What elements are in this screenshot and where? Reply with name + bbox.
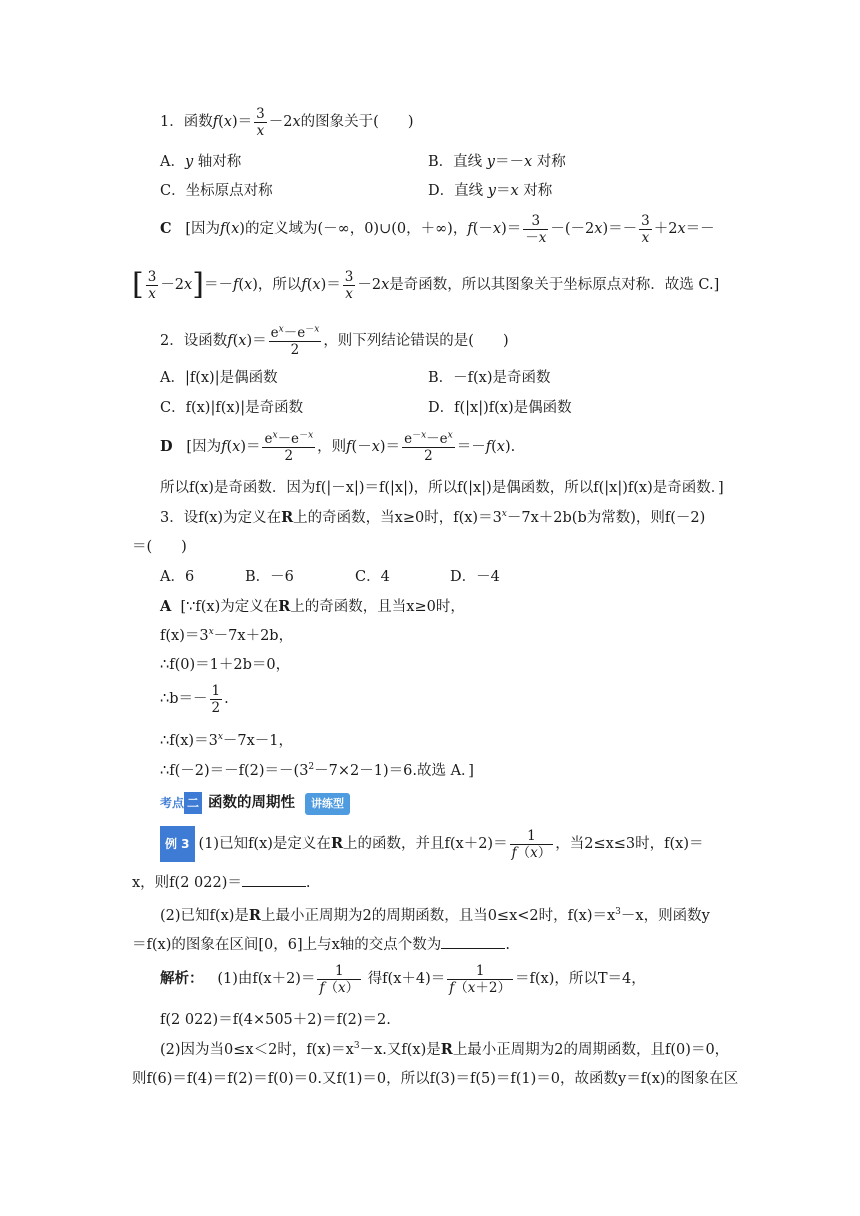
ex3-solution-line3: (2)因为当0≤x＜2时，$f(x)=x^3-x$.又f(x)是R上最小正周期为2的周期函数，且f(0)＝0， <box>160 1041 730 1058</box>
ex3-R-2: R <box>248 907 261 924</box>
ex3-part1-line2: x，则f(2 022)＝ . <box>132 875 311 891</box>
q3-answer-l2b: －7x＋2b， <box>213 628 294 644</box>
q1-answer-text-2: 的定义域为(－∞，0)∪(0，＋∞)， <box>244 221 468 237</box>
q2-option-c: C．f(x)|f(x)|是奇函数 <box>160 400 304 416</box>
q2-option-a: A．|f(x)|是偶函数 <box>160 370 278 386</box>
q1-stem: 1．函数f(x)＝ $\frac{3}{x}$ －2x的图象关于( ) <box>160 105 414 139</box>
answer-blank-1[interactable] <box>242 886 306 887</box>
q3-answer-line6: $\therefore f(-2)=-f(2)=-(3^2-7\times 2-1)=6$.故选 A．] <box>160 762 474 779</box>
section-title: 函数的周期性 <box>208 795 296 811</box>
q3-answer-l4: ∴b＝－ <box>160 691 208 707</box>
ex3-R-3: R <box>440 1041 453 1058</box>
q3-answer-l6b: －7×2－1)＝6.故选 A．] <box>314 763 474 779</box>
section-header <box>160 792 350 815</box>
q3-answer-line3: ∴f(0)＝1＋2b＝0， <box>160 657 291 673</box>
ex3-p1a: (1)已知f(x)是定义在 <box>198 836 331 852</box>
ex3-s1b: 得f(x＋4)＝ <box>367 971 446 987</box>
q2-answer-text-1: [因为 <box>186 439 222 455</box>
q3-answer-line1 <box>160 597 465 617</box>
q1-answer-line1: C [因为f(x)的定义域为(－∞，0)∪(0，＋∞)，f(－x)＝ $\frac{3}{-x}$ －(－2x)＝－ $\frac{3}{x}$ ＋2x＝－ <box>160 212 715 246</box>
q1-option-a-label: A． <box>160 154 185 170</box>
q3-answer-l5: ∴f(x)＝3 <box>160 733 218 749</box>
ex3-part2-line2: ＝f(x)的图象在区间[0，6]上与x轴的交点个数为 . <box>132 937 510 953</box>
q2-answer-line1: D [因为f(x)＝ $\frac{e^x-e^{-x}}{2}$ ，则f(－x)＝ $\frac{e^{-x}-e^x}{2}$ ＝－f(x). <box>160 430 516 464</box>
q3-stem-R: R <box>281 509 294 526</box>
section-kaodian: 考点 <box>160 796 185 810</box>
ex3-p2d: ＝f(x)的图象在区间[0，6]上与x轴的交点个数为 <box>132 937 442 953</box>
q3-answer-l1a: [∵f(x)为定义在 <box>180 599 279 615</box>
ex3-p2c: －x，则函数y <box>620 908 710 924</box>
q3-option-d: D．－4 <box>450 569 500 585</box>
ex3-p1d: x，则f(2 022)＝ <box>132 875 242 891</box>
solution-label: 解析： <box>160 971 204 987</box>
q3-answer-l5b: －7x－1， <box>222 733 294 749</box>
q1-stem-lead: 1．函数 <box>160 114 213 130</box>
q3-answer-R: R <box>278 598 291 615</box>
q1-option-b-label: B．直线 <box>428 154 483 170</box>
q3-option-a: A．6 <box>160 569 195 585</box>
example-tag: 例 3 <box>160 826 195 862</box>
q2-stem-lead: 2．设函数 <box>160 333 228 349</box>
q1-option-b-text: 对称 <box>536 154 566 170</box>
q1-answer-line2: [ $\frac{3}{x}$ －2x]＝－f(x)，所以f(x)＝ $\frac{3}{x}$ －2x是奇函数，所以其图象关于坐标原点对称．故选 C.] <box>132 267 720 302</box>
ex3-part2-line1: (2)已知f(x)是R上最小正周期为2的周期函数，且当0≤x<2时，$f(x)=x^3-x$，则函数y <box>160 907 710 924</box>
ex3-R-1: R <box>330 835 343 852</box>
q3-answer-l6: ∴f(－2)＝－f(2)＝－(3 <box>160 763 309 779</box>
ex3-part1-line1: 例 3 (1)已知f(x)是定义在R上的函数，并且f(x＋2)＝ $\frac{1}{f(x)}$ ，当2≤x≤3时，f(x)＝ <box>160 826 704 862</box>
ex3-s3a: (2)因为当0≤x＜2时，f(x)＝x <box>160 1042 354 1058</box>
q3-stem-line2: ＝( ) <box>132 539 187 555</box>
ex3-solution-line2: f(2 022)＝f(4×505＋2)＝f(2)＝2. <box>160 1012 391 1028</box>
q2-answer-line2: 所以f(x)是奇函数．因为f(|－x|)＝f(|x|)，所以f(|x|)是偶函数，所以f(|x|)f(x)是奇函数．] <box>160 480 724 496</box>
ex3-solution-line4: 则f(6)＝f(4)＝f(2)＝f(0)＝0.又f(1)＝0，所以f(3)＝f(5)＝f(1)＝0，故函数y＝f(x)的图象在区 <box>132 1071 739 1087</box>
q1-answer-text-4: 是奇函数，所以其图象关于坐标原点对称．故选 C.] <box>389 277 720 293</box>
q2-stem-tail: ，则下列结论错误的是( ) <box>323 333 509 349</box>
q3-option-b: B．－6 <box>245 569 294 585</box>
ex3-solution-line1: 解析： (1)由f(x＋2)＝ $\frac{1}{f(x)}$ 得f(x＋4)＝ $\frac{1}{f(x+2)}$ ＝f(x)，所以T＝4， <box>160 962 646 996</box>
q3-answer-l2: f(x)＝3 <box>160 628 209 644</box>
q3-answer-line2: $f(x)=3^x-7x+2b$， <box>160 627 294 644</box>
q1-answer-text-1: [因为 <box>185 221 221 237</box>
q2-answer-text-2: ，则 <box>317 439 347 455</box>
section-badge: 讲练型 <box>305 793 350 815</box>
q2-answer-letter: D <box>160 438 173 455</box>
q1-option-a: A．y 轴对称 <box>160 154 242 170</box>
answer-blank-2[interactable] <box>441 948 505 949</box>
q2-option-b: B．－f(x)是奇函数 <box>428 370 551 386</box>
ex3-s1c: ＝f(x)，所以T＝4， <box>515 971 646 987</box>
q3-stem-line1: 3．设f(x)为定义在R上的奇函数，当x≥0时，$f(x)=3^x-7x+2b(b$为常数)，则f(－2) <box>160 509 706 526</box>
q3-stem-1: 3．设f(x)为定义在 <box>160 510 282 526</box>
ex3-p2a: (2)已知f(x)是 <box>160 908 249 924</box>
q3-answer-line4: ∴b＝－ $\frac{1}{2}$ . <box>160 682 229 716</box>
q2-option-d: D．f(|x|)f(x)是偶函数 <box>428 400 572 416</box>
q1-option-d-label: D．直线 <box>428 183 484 199</box>
q3-answer-l1b: 上的奇函数，且当x≥0时， <box>290 599 465 615</box>
ex3-s3b: －x.又f(x)是 <box>359 1042 441 1058</box>
q3-stem-3: －7x＋2b(b为常数)，则f(－2) <box>506 510 706 526</box>
q1-answer-text-3: 所以 <box>272 277 302 293</box>
q3-stem-2: 上的奇函数，当x≥0时，f(x)＝3 <box>293 510 502 526</box>
q1-option-b: B．直线 y＝－x 对称 <box>428 154 566 170</box>
q1-option-d-text: 对称 <box>523 183 553 199</box>
q3-answer-letter: A <box>160 598 172 615</box>
ex3-p1b: 上的函数，并且f(x＋2)＝ <box>343 836 508 852</box>
q3-option-c: C．4 <box>355 569 390 585</box>
q1-answer-letter: C <box>160 220 172 237</box>
q1-stem-tail: 的图象关于( ) <box>300 114 414 130</box>
ex3-p1c: ，当2≤x≤3时，f(x)＝ <box>555 836 704 852</box>
q2-stem: 2．设函数f(x)＝ $\frac{e^x-e^{-x}}{2}$ ，则下列结论错误的是( ) <box>160 324 509 358</box>
section-number: 二 <box>184 792 202 814</box>
q1-option-c: C．坐标原点对称 <box>160 183 273 199</box>
ex3-s1a: (1)由f(x＋2)＝ <box>217 971 316 987</box>
ex3-p2b: 上最小正周期为2的周期函数，且当0≤x<2时，f(x)＝x <box>260 908 616 924</box>
q3-answer-line5: $\therefore f(x)=3^x-7x-1$， <box>160 732 294 749</box>
ex3-s3c: 上最小正周期为2的周期函数，且f(0)＝0， <box>452 1042 730 1058</box>
q1-option-d: D．直线 y＝x 对称 <box>428 183 553 199</box>
q1-option-a-text: 轴对称 <box>197 154 242 170</box>
